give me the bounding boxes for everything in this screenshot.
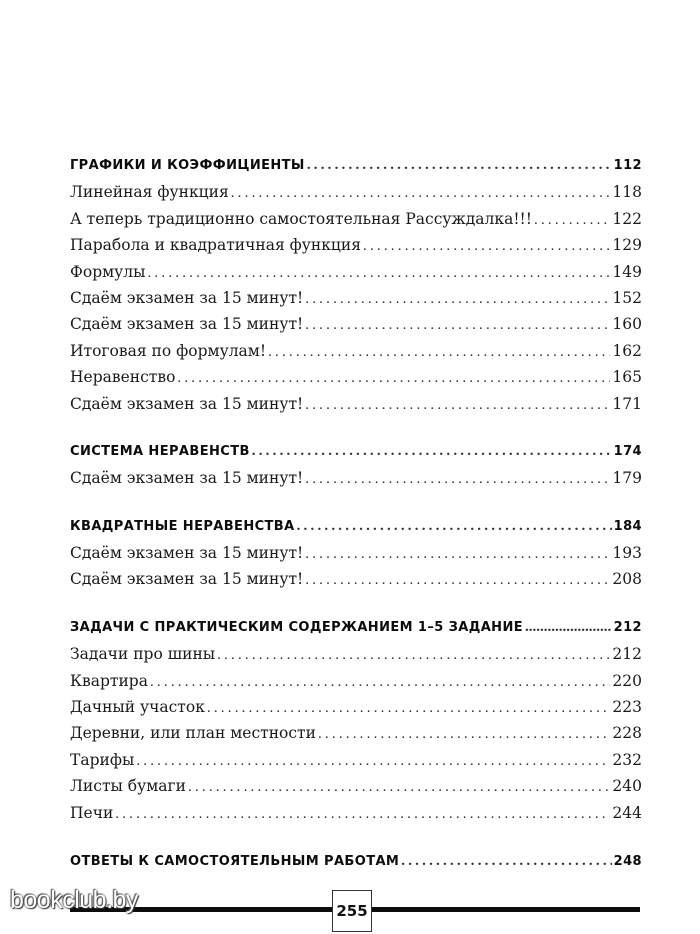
toc-section-heading: СИСТЕМА НЕРАВЕНСТВ ..... 174 [70, 443, 642, 469]
page-ref: 160 [612, 315, 642, 334]
page-ref: 193 [612, 544, 642, 563]
page-ref: 244 [612, 803, 642, 822]
toc-entry: Сдаём экзамен за 15 минут! ..... 152 [70, 289, 642, 315]
dot-leader [252, 443, 612, 460]
toc-section-heading: КВАДРАТНЫЕ НЕРАВЕНСТВА ..... 184 [70, 518, 642, 544]
dot-leader [363, 238, 610, 255]
toc-section-heading: ГРАФИКИ И КОЭФФИЦИЕНТЫ ..... 112 [70, 157, 642, 183]
dot-leader [231, 185, 611, 202]
page-ref: 129 [612, 236, 642, 255]
dot-leader [297, 518, 612, 535]
toc-entry: Итоговая по формулам! ..... 162 [70, 342, 642, 368]
page-ref: 240 [612, 777, 642, 796]
toc-entry: Сдаём экзамен за 15 минут! ..... 208 [70, 570, 642, 596]
toc-entry: Квартира ..... 220 [70, 672, 642, 698]
toc-entry: Сдаём экзамен за 15 минут! ..... 179 [70, 469, 642, 495]
dot-leader [217, 647, 610, 664]
page-ref: 232 [612, 750, 642, 769]
dot-leader [188, 779, 610, 796]
toc-entry: Деревни, или план местности ..... 228 [70, 724, 642, 750]
page-ref: 122 [612, 209, 642, 228]
dot-leader [534, 212, 610, 229]
toc-section-heading: ОТВЕТЫ К САМОСТОЯТЕЛЬНЫМ РАБОТАМ ..... 248 [70, 853, 642, 879]
page-footer [0, 880, 700, 934]
page-ref: 112 [613, 158, 642, 173]
page-ref: 248 [613, 853, 642, 869]
toc-entry: Дачный участок ..... 223 [70, 698, 642, 724]
dot-leader [268, 344, 610, 361]
toc-entry: Листы бумаги ..... 240 [70, 777, 642, 803]
toc-entry: Сдаём экзамен за 15 минут! ..... 193 [70, 544, 642, 570]
dot-leader [305, 291, 610, 308]
dot-leader [136, 753, 610, 770]
watermark: bookclub.by [10, 886, 138, 914]
dot-leader [401, 853, 611, 870]
dot-leader [318, 726, 610, 743]
page-ref: 220 [612, 671, 642, 690]
page-ref: 171 [612, 394, 642, 413]
toc-section-heading: ЗАДАЧИ С ПРАКТИЧЕСКИМ СОДЕРЖАНИЕМ 1–5 ЗАДАНИЕ ..... 212 [70, 619, 642, 645]
dot-leader [305, 471, 610, 488]
dot-leader [147, 265, 610, 282]
page-ref: 228 [612, 724, 642, 743]
toc-entry: Линейная функция ..... 118 [70, 183, 642, 209]
toc-entry: А теперь традиционно самостоятельная Рассуждалка!!! ..... 122 [70, 210, 642, 236]
page-ref: 179 [612, 469, 642, 488]
dot-leader [305, 572, 610, 589]
dot-leader [207, 700, 611, 717]
page-ref: 212 [613, 619, 642, 635]
toc-entry: Тарифы ..... 232 [70, 751, 642, 777]
dot-leader [115, 806, 610, 823]
page-ref: 162 [612, 341, 642, 360]
page-ref: 223 [612, 698, 642, 717]
page-ref: 174 [613, 443, 642, 459]
toc-entry: Формулы ..... 149 [70, 263, 642, 289]
toc-entry: Сдаём экзамен за 15 минут! ..... 160 [70, 315, 642, 341]
dot-leader [305, 546, 610, 563]
page-ref: 152 [612, 288, 642, 307]
toc-entry: Печи ..... 244 [70, 804, 642, 830]
dot-leader [150, 674, 610, 691]
dot-leader [305, 317, 610, 334]
page-ref: 118 [612, 183, 642, 202]
dot-leader [305, 397, 610, 414]
page-number: 255 [332, 890, 372, 932]
dot-leader [307, 157, 612, 174]
table-of-contents [70, 157, 642, 879]
page-ref: 184 [613, 518, 642, 534]
page-ref: 212 [612, 645, 642, 664]
page-ref: 208 [612, 570, 642, 589]
dot-leader [525, 619, 612, 636]
toc-entry: Неравенство ..... 165 [70, 368, 642, 394]
toc-entry: Задачи про шины ..... 212 [70, 645, 642, 671]
page-ref: 165 [612, 368, 642, 387]
dot-leader [177, 370, 610, 387]
page-ref: 149 [612, 262, 642, 281]
toc-entry: Парабола и квадратичная функция ..... 129 [70, 236, 642, 262]
toc-entry: Сдаём экзамен за 15 минут! ..... 171 [70, 395, 642, 421]
